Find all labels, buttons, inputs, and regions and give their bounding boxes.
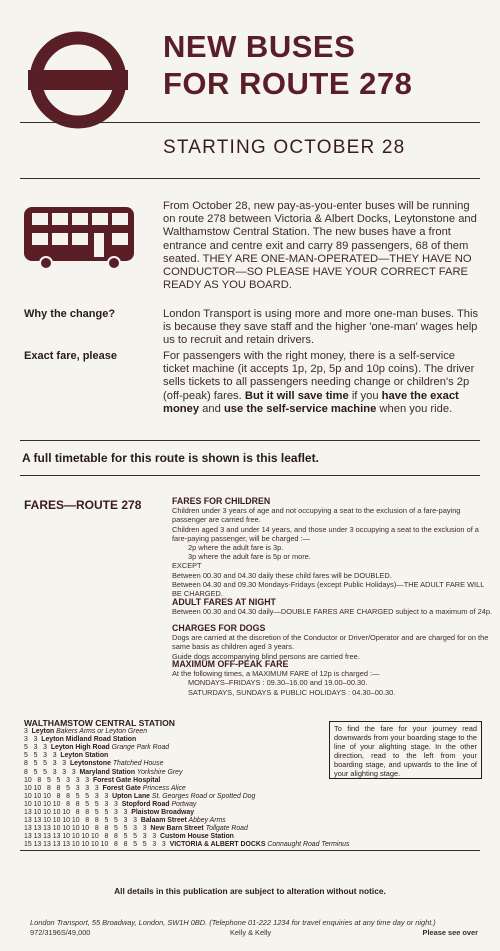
fare-stage-row [24,736,136,744]
fare-stage-row [24,752,108,760]
max-text-1: At the following times, a MAXIMUM FARE of 12p is charged :— [172,669,380,679]
stage-subname: Grange Park Road [109,744,170,752]
why-change-label: Why the change? [24,308,116,320]
exact-bold-3: use the self-service machine [223,402,377,415]
children-text-2: Children aged 3 and under 14 years, and those under 3 occupying a seat to the exclusion of a fare-paying passenger, will be charged :— [172,524,479,543]
dog-charges [172,624,492,661]
exact-mid: if you [351,389,379,402]
starting-date: STARTING OCTOBER 28 [163,137,406,158]
stage-name: Stopford Road [121,800,170,808]
headline-line-2: FOR ROUTE 278 [163,66,413,101]
exact-mid-2: and [202,402,221,415]
exact-fare-text [163,350,483,416]
fare-table-help-box: To find the fare for your journey read downwards from your boarding stage to the line of your alighting stage. In the other direction, read to the left from your boarding stage, and upwards to the line of your alighting stage. [329,721,482,779]
children-text-5: EXCEPT [172,561,202,571]
stage-name: Leyton Midland Road Station [41,736,137,744]
fare-stage-row [24,825,248,833]
night-text: Between 00.30 and 04.30 daily—DOUBLE FARES ARE CHARGED subject to a maximum of 24p. [172,607,493,617]
stage-subname: Abbey Arms [186,817,226,825]
footer-printer: Kelly & Kelly [230,928,272,937]
stage-name: Balaam Street [140,817,187,825]
fare-values: 13 13 10 10 10 10 8 8 5 5 3 3 [24,817,141,825]
stage-name: Leyton High Road [50,744,110,752]
fare-values: 10 10 8 8 5 3 3 3 [24,784,103,792]
stage-name: VICTORIA & ALBERT DOCKS [169,841,266,849]
stage-name: Leytonstone [69,760,111,768]
stage-name: Leyton [31,728,55,735]
max-text-2: MONDAYS–FRIDAYS : 09.30–16.00 and 19.00–00.30. [188,678,368,688]
fare-stage-row [24,801,196,809]
fare-stage-row [24,785,186,793]
stage-name: Upton Lane [112,792,151,800]
fare-stage-row [24,817,226,825]
fare-stage-row [24,769,182,777]
fare-values: 13 13 13 13 10 10 10 10 8 8 5 5 3 3 [24,833,160,841]
stage-subname: Bakers Arms or Leyton Green [54,728,148,735]
children-fares [172,497,492,598]
exact-end: when you ride. [379,402,453,415]
fare-values: 3 [24,728,32,735]
divider [20,178,480,179]
max-heading: MAXIMUM OFF-PEAK FARE [172,659,289,669]
fare-values: 3 3 [24,736,42,744]
why-change-text: London Transport is using more and more one-man buses. This is because they save staff and the higher 'one-man' wages help us to recruit and retain drivers. [163,308,479,347]
double-decker-bus-icon [22,205,137,270]
dogs-text-1: Dogs are carried at the discretion of the Conductor or Driver/Operator and are charged for on the same basis as children aged 3 years. [172,633,489,652]
stage-subname: Princess Alice [140,784,186,792]
children-text-7: Between 04.30 and 09.30 Mondays-Fridays (except Public Holidays)—THE ADULT FARE WILL BE CHARGED. [172,579,485,599]
stage-subname: Yorkshire Grey [135,768,183,776]
alteration-notice: All details in this publication are subject to alteration without notice. [114,886,386,896]
dogs-text-2: Guide dogs accompanying blind persons are carried free. [172,651,360,661]
children-heading: FARES FOR CHILDREN [172,496,271,506]
dogs-heading: CHARGES FOR DOGS [172,623,266,633]
stage-name: Forest Gate [102,784,141,792]
origin-stage: WALTHAMSTOW CENTRAL STATION [24,718,176,728]
fare-values: 13 10 10 10 10 8 8 5 5 3 3 [24,809,132,816]
london-transport-roundel-icon [28,30,128,130]
see-over: Please see over [422,928,478,937]
fare-values: 5 5 3 3 [24,752,61,760]
fare-stage-row [24,841,349,849]
fare-values: 13 13 13 10 10 10 10 8 8 5 5 3 3 [24,825,151,833]
timetable-note: A full timetable for this route is shown is this leaflet. [22,451,319,465]
stage-name: Forest Gate Hospital [92,776,161,784]
fare-values: 10 10 10 10 8 8 5 5 3 3 [24,800,122,808]
stage-name: New Barn Street [150,825,204,833]
divider [20,850,480,851]
footer-code: 972/3196S/49,000 [30,928,91,937]
exact-fare-body: For passengers with the right money, there is a self-service ticket machine (it accepts 1p, 2p, 5p and 10p coins). The driver sells tickets to all passengers needing change or children's 2p (off-peak) fares. [163,350,475,402]
divider [20,122,480,123]
stage-subname: Thatched House [110,760,164,768]
divider [20,475,480,476]
max-text-3: SATURDAYS, SUNDAYS & PUBLIC HOLIDAYS : 04.30–00.30. [188,687,396,697]
fare-values: 15 13 13 13 13 10 10 10 10 8 8 5 5 3 3 [24,841,170,849]
fare-values: 5 3 3 [24,744,51,752]
exact-fare-label: Exact fare, please [24,350,117,362]
fare-stage-row [24,833,234,841]
exact-bold-1: But it will save time [244,389,349,402]
fare-stage-row [24,744,169,752]
fare-stage-row [24,760,163,768]
headline [163,28,412,102]
stage-name: Maryland Station [79,768,136,776]
fare-values: 10 8 5 5 3 3 3 [24,776,93,784]
stage-subname: St. Georges Road or Spotted Dog [150,792,256,800]
night-fares [172,598,492,616]
fare-values: 8 5 5 3 3 [24,760,70,768]
fare-values: 10 10 10 8 8 5 5 3 3 [24,792,113,800]
stage-name: Custom House Station [160,833,234,841]
footer-address: London Transport, 55 Broadway, London, SW1H 0BD. (Telephone 01-222 1234 for travel enquiries at any time day or night.) [30,918,436,927]
fare-stage-row [24,777,160,785]
children-text-1: Children under 3 years of age and not occupying a seat to the exclusion of a fare-paying passenger are carried free. [172,506,461,525]
children-text-3: 2p where the adult fare is 3p. [188,543,284,553]
stage-subname: Tollgate Road [203,825,248,833]
stage-name: Plaistow Broadway [131,809,195,816]
headline-line-1: NEW BUSES [163,29,356,64]
stage-subname: Connaught Road Terminus [265,841,350,849]
children-text-4: 3p where the adult fare is 5p or more. [188,552,311,562]
fares-title: FARES—ROUTE 278 [24,498,142,512]
intro-paragraph: From October 28, new pay-as-you-enter buses will be running on route 278 between Victoria & Albert Docks, Leytonstone and Walthamstow Central Station. The new buses have a front entrance and centre exit and carry 89 passengers, 68 of them seated. THEY ARE ONE-MAN-OPERATED—THEY HAVE NO CONDUCTOR—SO PLEASE HAVE YOUR CORRECT FARE READY AS YOU BOARD. [163,200,477,292]
fare-values: 8 5 5 3 3 3 [24,768,80,776]
fare-stage-row [24,793,255,801]
night-heading: ADULT FARES AT NIGHT [172,597,276,607]
children-text-6: Between 00.30 and 04.30 daily these child fares will be DOUBLED. [172,570,392,580]
fare-stage-row [24,809,194,817]
max-fare [172,660,492,697]
fare-stage-row [24,728,147,736]
stage-subname: Portway [169,800,197,808]
stage-name: Leyton Station [60,752,109,760]
divider [20,440,480,441]
exact-bold-2: have the exact money [163,389,459,415]
